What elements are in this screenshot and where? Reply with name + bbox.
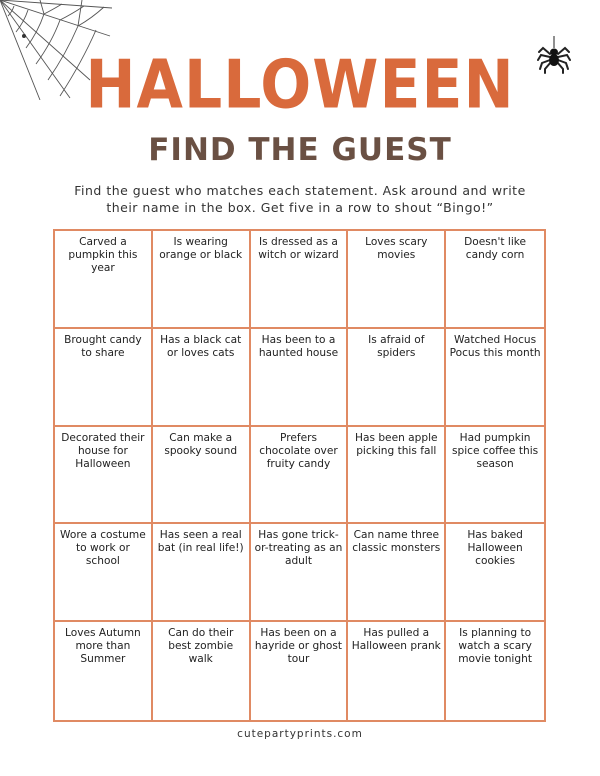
- bingo-cell[interactable]: Can name three classic monsters: [348, 524, 446, 622]
- instructions-text: Find the guest who matches each statement. Ask around and write their name in the box. Get five in a row to shout “Bingo!”: [74, 183, 526, 215]
- bingo-cell[interactable]: Has pulled a Halloween prank: [348, 622, 446, 720]
- bingo-cell[interactable]: Watched Hocus Pocus this month: [446, 329, 544, 427]
- bingo-cell[interactable]: Had pumpkin spice coffee this season: [446, 427, 544, 525]
- bingo-cell[interactable]: Brought candy to share: [55, 329, 153, 427]
- bingo-cell[interactable]: Is dressed as a witch or wizard: [251, 231, 349, 329]
- bingo-cell[interactable]: Is wearing orange or black: [153, 231, 251, 329]
- bingo-cell[interactable]: Carved a pumpkin this year: [55, 231, 153, 329]
- bingo-cell[interactable]: Wore a costume to work or school: [55, 524, 153, 622]
- bingo-cell[interactable]: Is planning to watch a scary movie tonight: [458, 627, 532, 666]
- bingo-cell[interactable]: Can do their best zombie walk: [153, 622, 251, 720]
- bingo-cell[interactable]: Is afraid of spiders: [348, 329, 446, 427]
- bingo-cell[interactable]: Loves scary movies: [348, 231, 446, 329]
- bingo-cell[interactable]: Prefers chocolate over fruity candy: [251, 427, 349, 525]
- bingo-cell[interactable]: Has a black cat or loves cats: [153, 329, 251, 427]
- page-subtitle: FIND THE GUEST: [148, 132, 452, 168]
- bingo-cell[interactable]: Doesn't like candy corn: [446, 231, 544, 329]
- bingo-cell[interactable]: Can make a spooky sound: [153, 427, 251, 525]
- bingo-cell[interactable]: Has gone trick-or-treating as an adult: [251, 524, 349, 622]
- footer-site: cutepartyprints.com: [237, 728, 363, 740]
- bingo-cell[interactable]: Has been to a haunted house: [251, 329, 349, 427]
- bingo-cell[interactable]: Has been on a hayride or ghost tour: [251, 622, 349, 720]
- bingo-grid: [53, 229, 546, 722]
- bingo-cell[interactable]: Loves Autumn more than Summer: [55, 622, 153, 720]
- bingo-cell[interactable]: Decorated their house for Halloween: [55, 427, 153, 525]
- bingo-cell[interactable]: Has been apple picking this fall: [348, 427, 446, 525]
- bingo-cell[interactable]: Has baked Halloween cookies: [446, 524, 544, 622]
- bingo-cell[interactable]: Has seen a real bat (in real life!): [153, 524, 251, 622]
- page-title: HALLOWEEN: [85, 46, 515, 125]
